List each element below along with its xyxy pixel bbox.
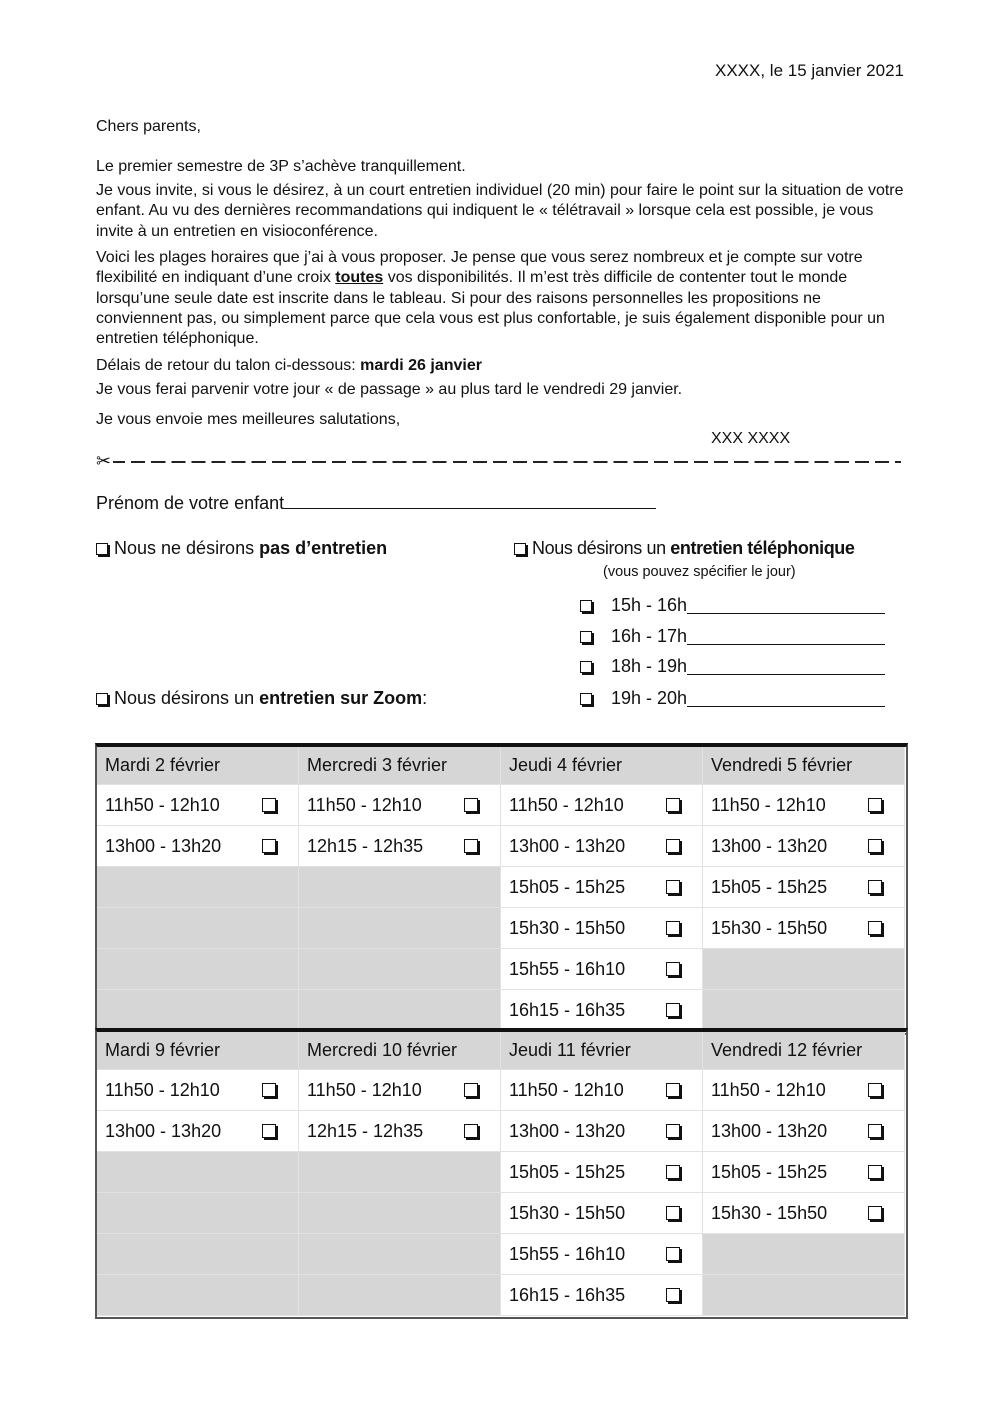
cut-line bbox=[96, 449, 901, 473]
slot-checkbox[interactable] bbox=[666, 1124, 680, 1138]
phone-day-blank[interactable] bbox=[687, 691, 885, 707]
checkbox-phone-slot[interactable] bbox=[580, 661, 592, 673]
slot-checkbox[interactable] bbox=[464, 1124, 478, 1138]
phone-day-blank[interactable] bbox=[687, 659, 885, 675]
day-header: Jeudi 11 février bbox=[501, 1031, 703, 1070]
slot-cell[interactable]: 13h00 - 13h20 bbox=[97, 826, 299, 867]
place-date: XXXX, le 15 janvier 2021 bbox=[714, 61, 904, 80]
empty-cell bbox=[97, 908, 299, 949]
slot-cell[interactable]: 11h50 - 12h10 bbox=[97, 1070, 299, 1111]
slot-checkbox[interactable] bbox=[868, 1083, 882, 1097]
empty-cell bbox=[299, 1234, 501, 1275]
slot-checkbox[interactable] bbox=[666, 921, 680, 935]
slot-checkbox[interactable] bbox=[666, 839, 680, 853]
empty-cell bbox=[703, 1234, 905, 1275]
slot-cell[interactable]: 15h05 - 15h25 bbox=[501, 867, 703, 908]
signature: XXX XXXX bbox=[711, 430, 791, 447]
slot-cell[interactable]: 15h30 - 15h50 bbox=[501, 1193, 703, 1234]
table-row bbox=[97, 1070, 905, 1111]
table-row bbox=[97, 1275, 905, 1316]
paragraph-semester: Le premier semestre de 3P s’achève tranquillement. bbox=[96, 158, 466, 175]
empty-cell bbox=[299, 949, 501, 990]
checkbox-phone-slot[interactable] bbox=[580, 600, 592, 612]
slot-checkbox[interactable] bbox=[464, 839, 478, 853]
empty-cell bbox=[703, 990, 905, 1031]
empty-cell bbox=[703, 949, 905, 990]
table-header-row bbox=[97, 1031, 905, 1070]
slot-cell[interactable]: 15h55 - 16h10 bbox=[501, 1234, 703, 1275]
table-header-row bbox=[97, 746, 905, 785]
option-zoom-interview[interactable]: Nous désirons un entretien sur Zoom : bbox=[96, 688, 427, 709]
empty-cell bbox=[97, 1234, 299, 1275]
slot-cell[interactable]: 15h55 - 16h10 bbox=[501, 949, 703, 990]
table-row bbox=[97, 1111, 905, 1152]
slot-cell[interactable]: 15h05 - 15h25 bbox=[703, 1152, 905, 1193]
slot-cell[interactable]: 11h50 - 12h10 bbox=[703, 1070, 905, 1111]
phone-slot[interactable]: 16h - 17h bbox=[580, 626, 885, 647]
slot-cell[interactable]: 13h00 - 13h20 bbox=[501, 826, 703, 867]
table-row bbox=[97, 785, 905, 826]
slot-cell[interactable]: 15h05 - 15h25 bbox=[501, 1152, 703, 1193]
slot-cell[interactable]: 16h15 - 16h35 bbox=[501, 990, 703, 1031]
table-row bbox=[97, 990, 905, 1031]
checkbox-no-interview[interactable] bbox=[96, 543, 108, 555]
checkbox-phone-slot[interactable] bbox=[580, 631, 592, 643]
empty-cell bbox=[299, 867, 501, 908]
phone-slot[interactable]: 18h - 19h bbox=[580, 656, 885, 677]
slot-checkbox[interactable] bbox=[868, 1206, 882, 1220]
empty-cell bbox=[299, 990, 501, 1031]
day-header: Vendredi 5 février bbox=[703, 746, 905, 785]
slot-checkbox[interactable] bbox=[868, 880, 882, 894]
table-row bbox=[97, 1193, 905, 1234]
deadline-date: mardi 26 janvier bbox=[360, 357, 482, 374]
day-header: Jeudi 4 février bbox=[501, 746, 703, 785]
dashed-divider bbox=[113, 461, 901, 463]
notice-line: Je vous ferai parvenir votre jour « de passage » au plus tard le vendredi 29 janvier. bbox=[96, 381, 683, 398]
deadline-line: Délais de retour du talon ci-dessous: mardi 26 janvier bbox=[96, 357, 482, 374]
slot-checkbox[interactable] bbox=[262, 1124, 276, 1138]
slot-checkbox[interactable] bbox=[666, 798, 680, 812]
slot-cell[interactable]: 12h15 - 12h35 bbox=[299, 826, 501, 867]
slot-checkbox[interactable] bbox=[868, 1165, 882, 1179]
slot-cell[interactable]: 16h15 - 16h35 bbox=[501, 1275, 703, 1316]
empty-cell bbox=[97, 949, 299, 990]
phone-day-blank[interactable] bbox=[687, 598, 885, 614]
phone-slot[interactable]: 19h - 20h bbox=[580, 688, 885, 709]
phone-day-blank[interactable] bbox=[687, 629, 885, 645]
emphasis-toutes: toutes bbox=[335, 269, 384, 287]
phone-slot[interactable]: 15h - 16h bbox=[580, 595, 885, 616]
empty-cell bbox=[299, 1152, 501, 1193]
paragraph-invitation: Je vous invite, si vous le désirez, à un court entretien individuel (20 min) pour faire le point sur la situation de votre enfant. Au vu des dernières recommandations qui indiquent le « télétravail » lorsque cela est possible, je vous invite à un entretien en visioconférence. bbox=[96, 182, 904, 240]
slot-checkbox[interactable] bbox=[868, 839, 882, 853]
slot-checkbox[interactable] bbox=[464, 1083, 478, 1097]
paragraph-availability: Voici les plages horaires que j’ai à vous proposer. Je pense que vous serez nombreux et je compte sur votre flexibilité en indiquant d’une croix toutes vos disponibilités. Il m’est très difficile de contenter tout le monde lorsqu’une seule date est inscrite dans le tableau. Si pour des raisons personnelles les propositions ne conviennent pas, ou simplement parce que cela vous est plus confortable, je suis également disponible pour un entretien téléphonique. bbox=[96, 249, 885, 348]
table-row bbox=[97, 867, 905, 908]
slot-checkbox[interactable] bbox=[262, 798, 276, 812]
empty-cell bbox=[97, 1275, 299, 1316]
table-row bbox=[97, 826, 905, 867]
slot-cell[interactable]: 11h50 - 12h10 bbox=[299, 1070, 501, 1111]
empty-cell bbox=[299, 1275, 501, 1316]
day-header: Mercredi 10 février bbox=[299, 1031, 501, 1070]
empty-cell bbox=[97, 867, 299, 908]
table-row bbox=[97, 908, 905, 949]
slot-checkbox[interactable] bbox=[262, 839, 276, 853]
slot-cell[interactable]: 15h30 - 15h50 bbox=[703, 908, 905, 949]
day-header: Mardi 2 février bbox=[97, 746, 299, 785]
day-header: Vendredi 12 février bbox=[703, 1031, 905, 1070]
schedule-week-2 bbox=[96, 1030, 905, 1316]
table-row bbox=[97, 949, 905, 990]
slot-cell[interactable]: 11h50 - 12h10 bbox=[97, 785, 299, 826]
slot-checkbox[interactable] bbox=[262, 1083, 276, 1097]
option-no-interview[interactable]: Nous ne désirons pas d’entretien bbox=[96, 538, 387, 559]
day-header: Mercredi 3 février bbox=[299, 746, 501, 785]
empty-cell bbox=[97, 990, 299, 1031]
slot-checkbox[interactable] bbox=[464, 798, 478, 812]
slot-cell[interactable]: 11h50 - 12h10 bbox=[501, 785, 703, 826]
slot-cell[interactable]: 15h30 - 15h50 bbox=[703, 1193, 905, 1234]
slot-cell[interactable]: 12h15 - 12h35 bbox=[299, 1111, 501, 1152]
slot-cell[interactable]: 11h50 - 12h10 bbox=[501, 1070, 703, 1111]
checkbox-phone-interview[interactable] bbox=[514, 543, 526, 555]
slot-cell[interactable]: 13h00 - 13h20 bbox=[501, 1111, 703, 1152]
empty-cell bbox=[703, 1275, 905, 1316]
slot-checkbox[interactable] bbox=[666, 1083, 680, 1097]
checkbox-phone-slot[interactable] bbox=[580, 693, 592, 705]
slot-cell[interactable]: 13h00 - 13h20 bbox=[703, 1111, 905, 1152]
empty-cell bbox=[299, 1193, 501, 1234]
scissors-icon: ✂ bbox=[96, 451, 112, 471]
slot-checkbox[interactable] bbox=[666, 1288, 680, 1302]
slot-cell[interactable]: 15h05 - 15h25 bbox=[703, 867, 905, 908]
empty-cell bbox=[97, 1193, 299, 1234]
checkbox-zoom-interview[interactable] bbox=[96, 693, 108, 705]
empty-cell bbox=[299, 908, 501, 949]
slot-checkbox[interactable] bbox=[666, 962, 680, 976]
option-phone-interview[interactable]: Nous désirons un entretien téléphonique bbox=[514, 538, 855, 559]
closing-line: Je vous envoie mes meilleures salutations, bbox=[96, 411, 401, 428]
day-header: Mardi 9 février bbox=[97, 1031, 299, 1070]
greeting: Chers parents, bbox=[96, 118, 201, 135]
slot-checkbox[interactable] bbox=[868, 1124, 882, 1138]
table-row bbox=[97, 1234, 905, 1275]
slot-checkbox[interactable] bbox=[666, 1003, 680, 1017]
slot-checkbox[interactable] bbox=[868, 921, 882, 935]
slot-cell[interactable]: 13h00 - 13h20 bbox=[703, 826, 905, 867]
slot-cell[interactable]: 11h50 - 12h10 bbox=[703, 785, 905, 826]
child-name-label: Prénom de votre enfant bbox=[96, 493, 285, 513]
phone-note: (vous pouvez spécifier le jour) bbox=[603, 564, 796, 580]
slot-cell[interactable]: 11h50 - 12h10 bbox=[299, 785, 501, 826]
slot-checkbox[interactable] bbox=[666, 1165, 680, 1179]
slot-cell[interactable]: 15h30 - 15h50 bbox=[501, 908, 703, 949]
table-row bbox=[97, 1152, 905, 1193]
empty-cell bbox=[97, 1152, 299, 1193]
slot-cell[interactable]: 13h00 - 13h20 bbox=[97, 1111, 299, 1152]
slot-checkbox[interactable] bbox=[868, 798, 882, 812]
slot-checkbox[interactable] bbox=[666, 880, 680, 894]
slot-checkbox[interactable] bbox=[666, 1206, 680, 1220]
slot-checkbox[interactable] bbox=[666, 1247, 680, 1261]
child-name-field[interactable] bbox=[96, 492, 656, 514]
schedule-week-1 bbox=[96, 745, 905, 1031]
child-name-blank[interactable] bbox=[284, 492, 656, 509]
